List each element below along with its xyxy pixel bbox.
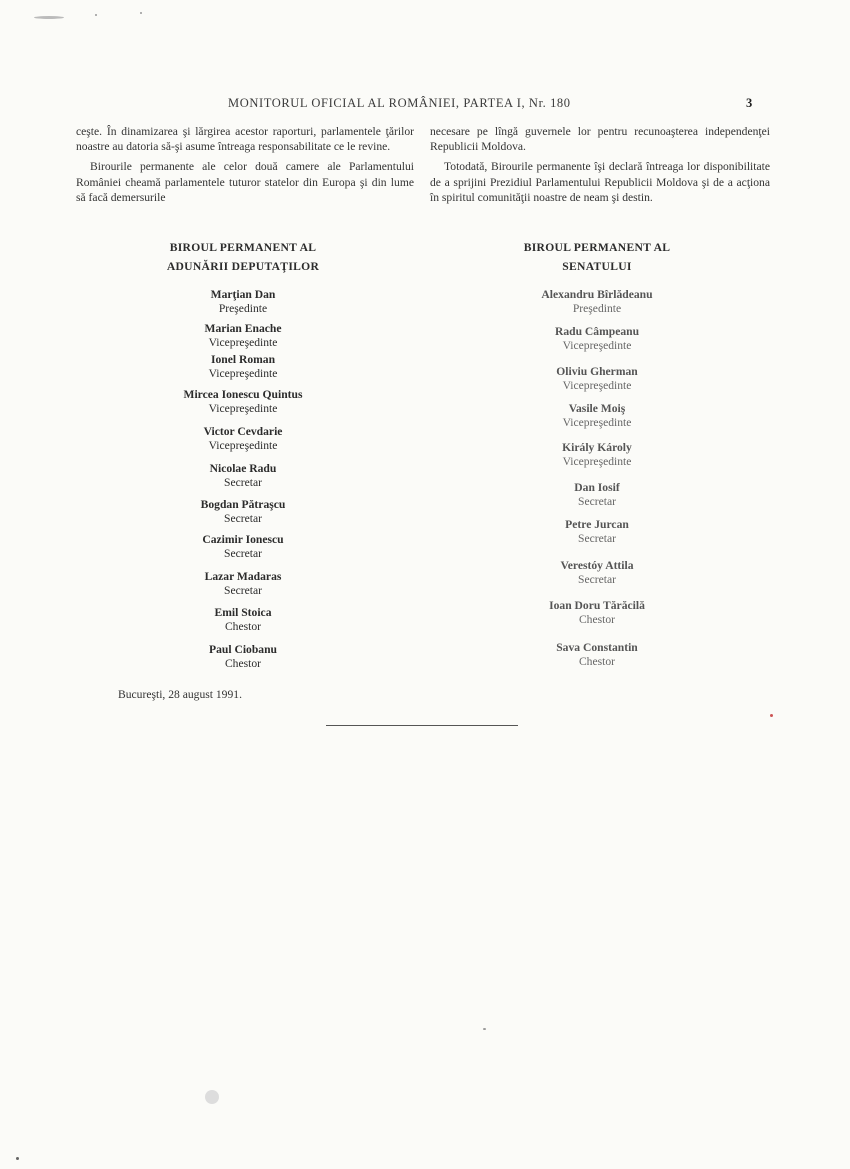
signatory-role: Chestor	[578, 613, 616, 626]
scan-mark	[483, 1028, 486, 1030]
signatory	[482, 402, 712, 430]
signatory-name: Marţian Dan	[210, 288, 276, 301]
signatory	[482, 288, 712, 316]
signatory	[128, 643, 358, 671]
signatory	[482, 599, 712, 627]
signatory-name: Sava Constantin	[556, 641, 638, 654]
deputies-heading	[128, 238, 358, 276]
signatory-role: Vicepreşedinte	[208, 367, 278, 380]
paragraph: ceşte. În dinamizarea şi lărgirea acestor raporturi, parlamentele ţărilor noastre au datoria să-şi asume întreaga responsabilitate ce le revine.	[76, 125, 414, 154]
signatory	[128, 606, 358, 634]
signatory	[128, 425, 358, 453]
signatory	[482, 481, 712, 509]
signatory-name: Vasile Moiş	[568, 402, 626, 415]
signatory-role: Vicepreşedinte	[562, 379, 632, 392]
signatory-role: Secretar	[578, 573, 616, 586]
deputies-signature-block	[128, 238, 358, 670]
paragraph: Birourile permanente ale celor două camere ale Parlamentului României cheamă parlamentele tuturor statelor din Europa şi din lume să facă demersurile	[76, 160, 414, 204]
signatory-name: Marian Enache	[204, 322, 282, 335]
signatory	[482, 441, 712, 469]
signatory	[128, 570, 358, 598]
signatory-role: Secretar	[224, 512, 262, 525]
left-text-column	[76, 124, 414, 205]
signatory-role: Vicepreşedinte	[562, 416, 632, 429]
scan-mark	[34, 16, 64, 19]
signatory	[128, 462, 358, 490]
senate-signature-block	[482, 238, 712, 668]
signatory	[128, 533, 358, 561]
signatory-name: Emil Stoica	[214, 606, 272, 619]
signatory-name: Bogdan Pătraşcu	[200, 498, 286, 511]
signatory	[482, 365, 712, 393]
signatory-role: Chestor	[224, 657, 262, 670]
scan-mark	[205, 1090, 219, 1104]
paragraph: Totodată, Birourile permanente îşi declară întreaga lor disponibilitate de a sprijini Prezidiul Parlamentului Republicii Moldova şi de a acţiona în spiritul comunităţii noastre de neam şi destin.	[430, 160, 770, 204]
publication-title: MONITORUL OFICIAL AL ROMÂNIEI, PARTEA I, Nr. 180	[228, 96, 571, 110]
signatory	[128, 353, 358, 381]
signatory-role: Secretar	[578, 532, 616, 545]
signatory-role: Vicepreşedinte	[208, 336, 278, 349]
signatory-name: Victor Cevdarie	[203, 425, 283, 438]
signatory-name: Petre Jurcan	[565, 518, 629, 531]
signatory-name: Lazar Madaras	[204, 570, 282, 583]
signatory-role: Vicepreşedinte	[208, 402, 278, 415]
signatory	[482, 325, 712, 353]
signatory-name: Alexandru Bîrlădeanu	[541, 288, 653, 301]
signatory-role: Vicepreşedinte	[562, 339, 632, 352]
signatory	[128, 498, 358, 526]
signatory	[482, 641, 712, 669]
signatory	[128, 288, 358, 316]
heading-line: ADUNĂRII DEPUTAŢILOR	[166, 260, 320, 273]
signatory	[482, 559, 712, 587]
signatory-name: Mircea Ionescu Quintus	[183, 388, 303, 401]
senate-heading	[482, 238, 712, 276]
signatory-role: Preşedinte	[572, 302, 622, 315]
signatory-role: Preşedinte	[218, 302, 268, 315]
scan-mark	[16, 1157, 19, 1160]
signatory-name: Cazimir Ionescu	[202, 533, 284, 546]
page-header	[0, 96, 850, 112]
signatory-role: Secretar	[224, 584, 262, 597]
signatory-role: Secretar	[224, 476, 262, 489]
right-text-column	[430, 124, 770, 205]
section-divider	[326, 725, 518, 726]
signatory-name: Király Károly	[562, 441, 632, 454]
signatory-name: Paul Ciobanu	[209, 643, 277, 656]
signatory-role: Chestor	[224, 620, 262, 633]
signatory-name: Oliviu Gherman	[556, 365, 638, 378]
signatory-name: Dan Iosif	[574, 481, 620, 494]
signatory-name: Ioan Doru Tărăcilă	[549, 599, 645, 612]
signatory-name: Ionel Roman	[210, 353, 276, 366]
signatory-name: Radu Câmpeanu	[554, 325, 640, 338]
signatory-role: Vicepreşedinte	[208, 439, 278, 452]
signatory	[128, 388, 358, 416]
heading-line: SENATULUI	[562, 260, 632, 273]
signatory-role: Secretar	[224, 547, 262, 560]
signatory-role: Vicepreşedinte	[562, 455, 632, 468]
scan-mark	[770, 714, 773, 717]
heading-line: BIROUL PERMANENT AL	[523, 241, 671, 254]
place-and-date: Bucureşti, 28 august 1991.	[118, 688, 242, 701]
paragraph: necesare pe lîngă guvernele lor pentru recunoaşterea independenţei Republicii Moldova.	[430, 125, 770, 154]
signatory-role: Chestor	[578, 655, 616, 668]
signatory	[128, 322, 358, 350]
scan-mark	[140, 12, 142, 14]
signatory	[482, 518, 712, 546]
scan-mark	[95, 14, 97, 16]
page-number: 3	[746, 96, 753, 110]
signatory-role: Secretar	[578, 495, 616, 508]
heading-line: BIROUL PERMANENT AL	[169, 241, 317, 254]
signatory-name: Nicolae Radu	[209, 462, 277, 475]
signatory-name: Verestóy Attila	[560, 559, 634, 572]
